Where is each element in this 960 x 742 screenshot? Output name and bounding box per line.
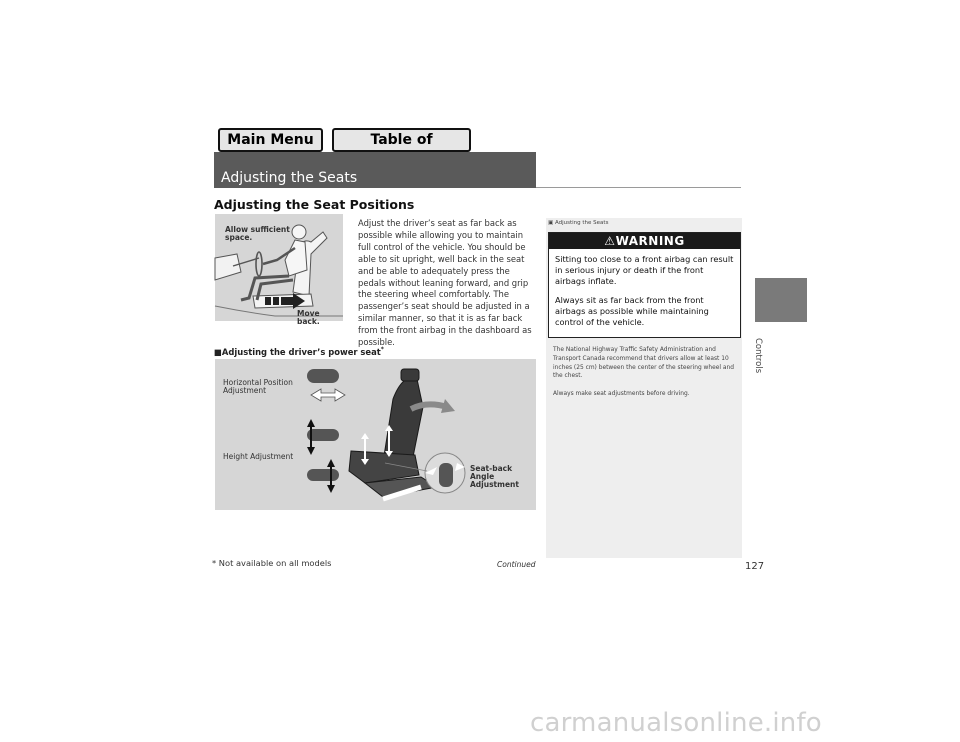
sidebar-reference-text: Adjusting the Seats xyxy=(554,220,609,226)
warning-title: WARNING xyxy=(615,234,685,248)
page-title: Adjusting the Seats xyxy=(221,170,358,186)
move-back-label: Move back. xyxy=(297,309,320,326)
adjust-before-driving-note: Always make seat adjustments before driving. xyxy=(553,391,690,398)
sidebar-reference-heading xyxy=(548,220,608,226)
footnote-star: * xyxy=(380,346,384,353)
power-seat-illustration xyxy=(215,359,536,510)
page-number: 127 xyxy=(745,561,765,572)
table-of-contents-button[interactable]: Table of xyxy=(332,128,471,152)
seat-position-instructions: Adjust the driver’s seat as far back as possible while allowing you to maintain full control of the vehicle. You should be able to sit upright, well back in the seat and be able to adequately press the pedals without leaning forward, and grip the steering wheel comfortably. The passenger’s seat should be adjusted in a similar manner, so that it is as far back from the front airbag in the dashboard as possible. xyxy=(358,218,532,348)
allow-space-label: Allow sufficient space. xyxy=(225,225,290,242)
footnote: * Not available on all models xyxy=(212,558,332,568)
nhtsa-note: The National Highway Traffic Safety Administration and Transport Canada recommend that drivers allow at least 10 inches (25 cm) between the center of the steering wheel and the chest. xyxy=(553,347,734,380)
main-menu-button[interactable]: Main Menu xyxy=(218,128,323,152)
reference-icon: ▣ xyxy=(548,220,554,226)
seatback-switch-icon xyxy=(425,453,465,493)
horizontal-adjustment-label: Horizontal Position Adjustment xyxy=(223,378,293,395)
heading-bullet: ■ xyxy=(214,346,222,357)
warning-box xyxy=(548,232,741,338)
warning-icon: ⚠ xyxy=(604,234,616,248)
power-seat-heading-text: Adjusting the driver’s power seat xyxy=(221,346,381,357)
power-seat-heading xyxy=(214,346,384,357)
sidebar-notes xyxy=(546,218,742,558)
warning-text-2: Always sit as far back from the front airbags as possible while maintaining control of the vehicle. xyxy=(555,294,709,328)
section-heading: Adjusting the Seat Positions xyxy=(214,197,415,212)
continued-label: Continued xyxy=(497,560,536,569)
horizontal-switch-icon xyxy=(307,369,345,401)
seat-position-illustration xyxy=(215,214,343,326)
height-switch-front-icon xyxy=(307,419,339,455)
height-switch-rear-icon xyxy=(307,459,339,493)
section-tab-label: Controls xyxy=(753,338,763,374)
section-tab[interactable] xyxy=(755,278,807,322)
height-adjustment-label: Height Adjustment xyxy=(223,452,294,461)
warning-header xyxy=(549,233,740,249)
watermark: carmanualsonline.info xyxy=(530,708,822,738)
title-divider xyxy=(536,187,741,188)
warning-text-1: Sitting too close to a front airbag can result in serious injury or death if the front airbags inflate. xyxy=(555,254,734,287)
seatback-angle-label: Seat-back Angle Adjustment xyxy=(470,464,519,489)
page-title-bar xyxy=(214,152,536,188)
